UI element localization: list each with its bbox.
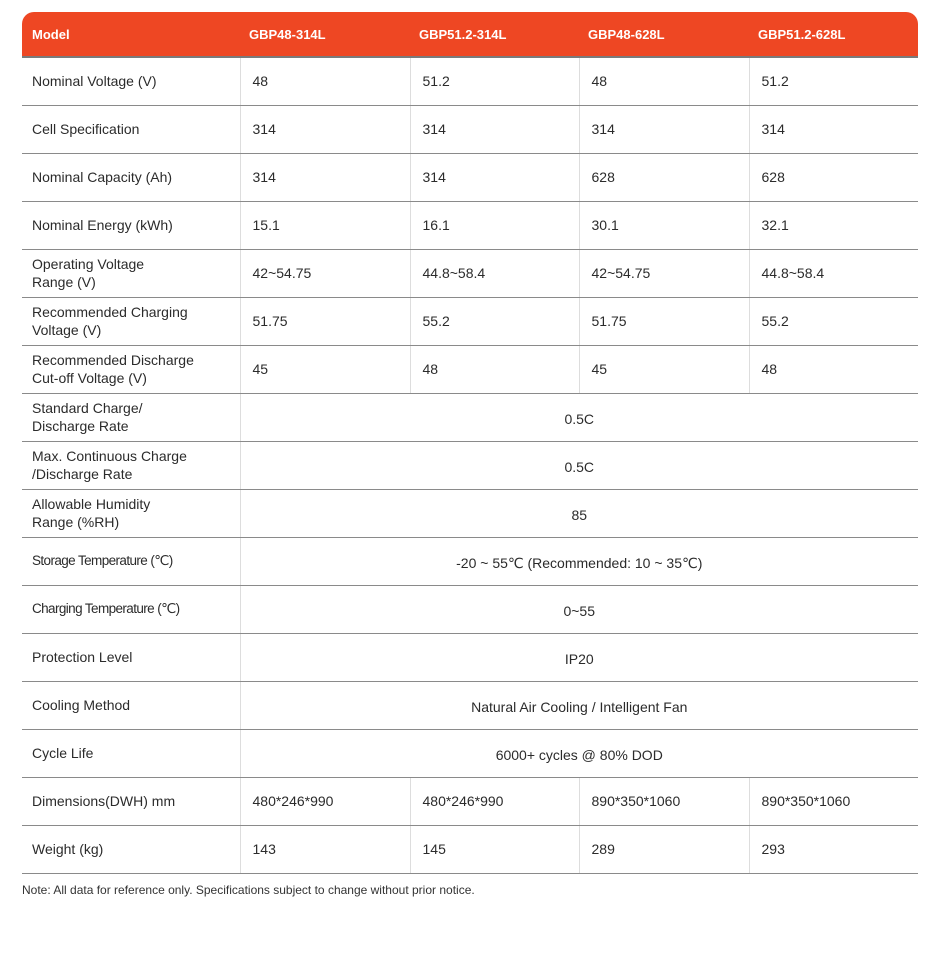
value-cell: 314 (749, 105, 918, 153)
spec-table (22, 12, 918, 874)
merged-value-cell: 0~55 (240, 585, 918, 633)
row-label: Recommended Charging Voltage (V) (22, 297, 240, 345)
header-cell-model-name: GBP48-628L (579, 12, 749, 57)
header-row (22, 12, 918, 57)
value-cell: 51.75 (240, 297, 410, 345)
header-cell-model-name: GBP51.2-628L (749, 12, 918, 57)
merged-value-cell: IP20 (240, 633, 918, 681)
table-row (22, 681, 918, 729)
table-row (22, 441, 918, 489)
value-cell: 480*246*990 (240, 777, 410, 825)
value-cell: 48 (579, 57, 749, 105)
value-cell: 314 (240, 105, 410, 153)
merged-value-cell: -20 ~ 55℃ (Recommended: 10 ~ 35℃) (240, 537, 918, 585)
table-row (22, 153, 918, 201)
row-label: Nominal Energy (kWh) (22, 201, 240, 249)
row-label: Charging Temperature (℃) (22, 585, 240, 633)
merged-value-cell: Natural Air Cooling / Intelligent Fan (240, 681, 918, 729)
table-row (22, 537, 918, 585)
value-cell: 289 (579, 825, 749, 873)
value-cell: 314 (240, 153, 410, 201)
row-label: Operating Voltage Range (V) (22, 249, 240, 297)
header-cell-model-name: GBP48-314L (240, 12, 410, 57)
row-label: Max. Continuous Charge /Discharge Rate (22, 441, 240, 489)
value-cell: 44.8~58.4 (749, 249, 918, 297)
value-cell: 628 (579, 153, 749, 201)
row-label: Standard Charge/ Discharge Rate (22, 393, 240, 441)
row-label: Protection Level (22, 633, 240, 681)
value-cell: 45 (579, 345, 749, 393)
value-cell: 55.2 (410, 297, 579, 345)
value-cell: 45 (240, 345, 410, 393)
row-label: Dimensions(DWH) mm (22, 777, 240, 825)
row-label: Nominal Capacity (Ah) (22, 153, 240, 201)
row-label: Weight (kg) (22, 825, 240, 873)
table-row (22, 633, 918, 681)
table-row (22, 57, 918, 105)
row-label: Nominal Voltage (V) (22, 57, 240, 105)
table-header (22, 12, 918, 57)
value-cell: 51.2 (410, 57, 579, 105)
value-cell: 32.1 (749, 201, 918, 249)
value-cell: 628 (749, 153, 918, 201)
table-row (22, 393, 918, 441)
table-row (22, 489, 918, 537)
row-label: Recommended Discharge Cut-off Voltage (V) (22, 345, 240, 393)
table-row (22, 777, 918, 825)
value-cell: 314 (410, 105, 579, 153)
table-body (22, 57, 918, 873)
value-cell: 293 (749, 825, 918, 873)
table-row (22, 105, 918, 153)
value-cell: 15.1 (240, 201, 410, 249)
merged-value-cell: 85 (240, 489, 918, 537)
header-cell-model-name: GBP51.2-314L (410, 12, 579, 57)
value-cell: 145 (410, 825, 579, 873)
value-cell: 51.2 (749, 57, 918, 105)
value-cell: 42~54.75 (579, 249, 749, 297)
value-cell: 314 (579, 105, 749, 153)
table-row (22, 585, 918, 633)
spec-table-container (22, 12, 918, 874)
value-cell: 30.1 (579, 201, 749, 249)
merged-value-cell: 0.5C (240, 393, 918, 441)
value-cell: 55.2 (749, 297, 918, 345)
table-row (22, 729, 918, 777)
table-row (22, 249, 918, 297)
value-cell: 890*350*1060 (749, 777, 918, 825)
value-cell: 143 (240, 825, 410, 873)
value-cell: 480*246*990 (410, 777, 579, 825)
value-cell: 51.75 (579, 297, 749, 345)
row-label: Cycle Life (22, 729, 240, 777)
table-row (22, 345, 918, 393)
row-label: Cell Specification (22, 105, 240, 153)
value-cell: 48 (410, 345, 579, 393)
header-cell-model: Model (22, 12, 240, 57)
row-label: Storage Temperature (℃) (22, 537, 240, 585)
value-cell: 42~54.75 (240, 249, 410, 297)
value-cell: 890*350*1060 (579, 777, 749, 825)
value-cell: 48 (749, 345, 918, 393)
footnote: Note: All data for reference only. Specifications subject to change without prior notice. (22, 883, 475, 897)
table-row (22, 201, 918, 249)
table-row (22, 825, 918, 873)
row-label: Cooling Method (22, 681, 240, 729)
row-label: Allowable Humidity Range (%RH) (22, 489, 240, 537)
value-cell: 44.8~58.4 (410, 249, 579, 297)
table-row (22, 297, 918, 345)
merged-value-cell: 6000+ cycles @ 80% DOD (240, 729, 918, 777)
value-cell: 48 (240, 57, 410, 105)
merged-value-cell: 0.5C (240, 441, 918, 489)
value-cell: 314 (410, 153, 579, 201)
value-cell: 16.1 (410, 201, 579, 249)
